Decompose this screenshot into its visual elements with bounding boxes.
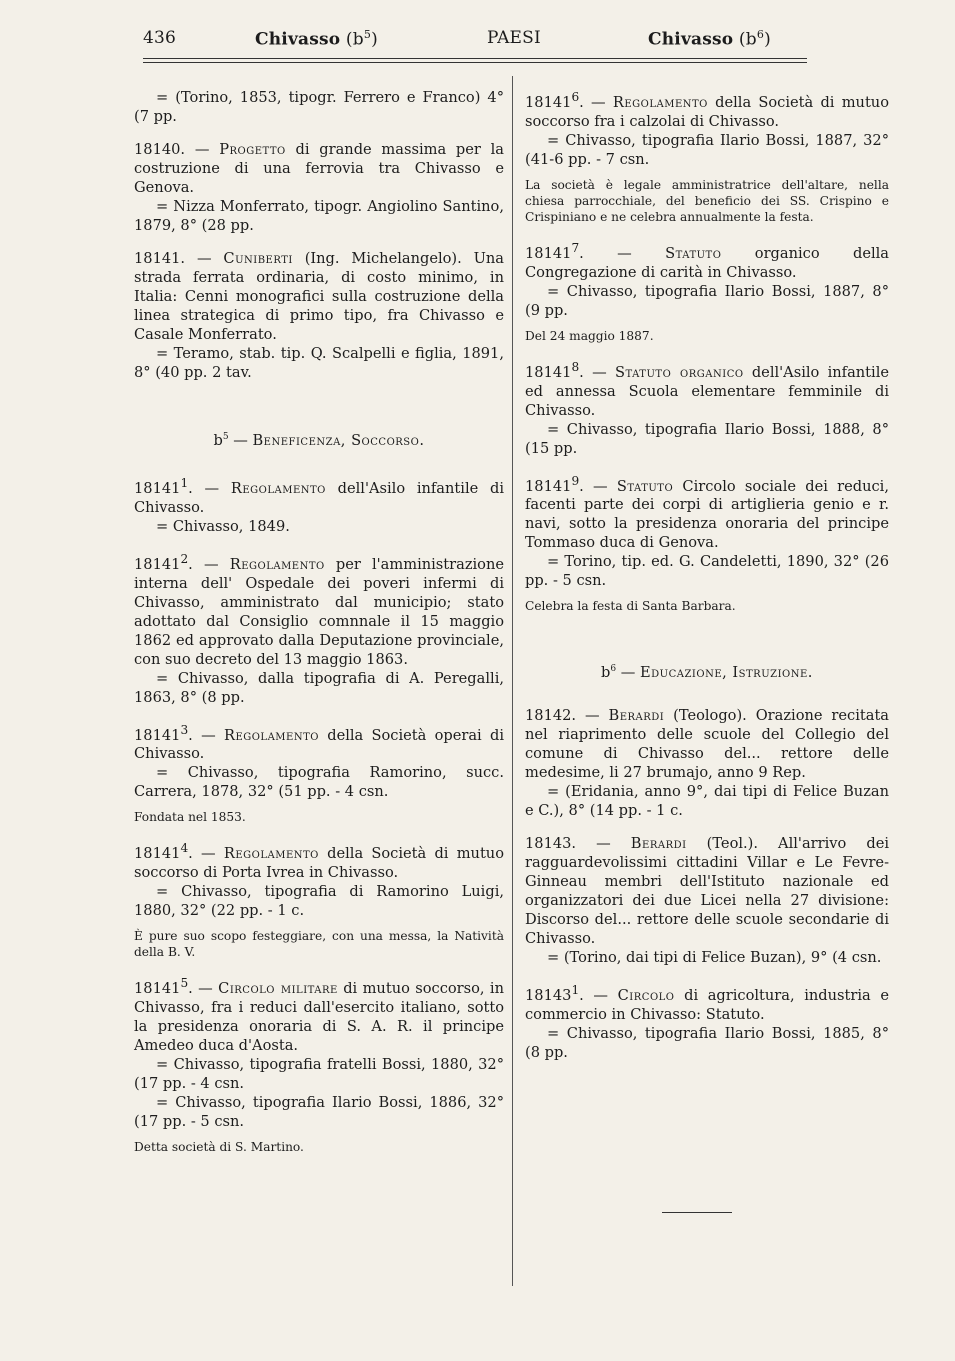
column-divider <box>512 76 513 1286</box>
imprint: = (Torino, dai tipi di Felice Buzan), 9° (4 csn. <box>547 949 882 967</box>
entry <box>134 88 504 126</box>
entry-note: La società è legale amministratrice dell'altare, nella chiesa parrocchiale, del beneficio dei SS. Crispino e Crispiniano e ne celebra annualmente la festa. <box>525 177 889 224</box>
entry-text: 18141$^8$. — Statuto organico dell'Asilo infantile ed annessa Scuola elementare femminile di Chivasso. <box>525 359 890 419</box>
imprint: = Chivasso, tipografia Ilario Bossi, 1888, 8° (15 pp. <box>525 420 889 457</box>
entry <box>525 981 889 1062</box>
entry-text: 18143. — Berardi (Teol.). All'arrivo dei ragguardevolissimi cittadini Villar e Le Fevre-Ginneau membri dell'Istituto nazionale ed organizzatori dei due Licei nella 27 divisione: Discorso del... rettore delle scuole secondarie di Chivasso. <box>525 835 889 948</box>
entry <box>134 140 504 235</box>
imprint: = Teramo, stab. tip. Q. Scalpelli e figlia, 1891, 8° (40 pp. 2 tav. <box>134 345 504 381</box>
section-heading: $b^6$ — Educazione, Istruzione. <box>601 664 813 682</box>
entry <box>134 474 504 536</box>
imprint: = Chivasso, tipografia Ilario Bossi, 1887, 8° (9 pp. <box>525 282 889 319</box>
entry-text: 18143$^1$. — Circolo di agricoltura, industria e commercio in Chivasso: Statuto. <box>525 983 889 1024</box>
running-head-center: PAESI <box>487 28 541 48</box>
header-rule <box>143 58 807 59</box>
imprint: = (Torino, 1853, tipogr. Ferrero e Franco) 4° (7 pp. <box>134 89 504 125</box>
imprint: = Chivasso, tipografia fratelli Bossi, 1880, 32° (17 pp. - 4 csn. <box>134 1056 504 1093</box>
imprint: = (Eridania, anno 9°, dai tipi di Felice Buzan e C.), 8° (14 pp. - 1 c. <box>525 783 889 820</box>
entry <box>525 88 889 169</box>
entry-text: 18141$^3$. — Regolamento della Società operai di Chivasso. <box>134 722 504 763</box>
entry-note: È pure suo scopo festeggiare, con una messa, la Natività della B. V. <box>134 929 504 960</box>
header-rule-2 <box>143 62 807 63</box>
entry <box>525 358 889 458</box>
entry <box>134 839 504 920</box>
entry-note: Fondata nel 1853. <box>134 810 246 825</box>
entry-note: Detta società di S. Martino. <box>134 1140 304 1155</box>
entry-note: Del 24 maggio 1887. <box>525 328 654 343</box>
entry <box>134 249 504 382</box>
entry-text: 18141$^9$. — Statuto Circolo sociale dei reduci, facenti parte dei corpi di artiglieria genio e r. navi, sotto la presidenza onoraria del principe Tommaso duca di Genova. <box>525 473 889 552</box>
entry-text: 18141$^6$. — Regolamento della Società di mutuo soccorso fra i calzolai di Chivasso. <box>525 90 889 130</box>
left-column <box>134 88 504 1169</box>
entry-text: 18141. — Cuniberti (Ing. Michelangelo). Una strada ferrata ordinaria, di costo minimo, in Italia: Cenni monografici sulla costruzione della linea strategica di primo tipo, fra Chivasso e Casale Monferrato. <box>134 250 504 343</box>
entry <box>525 239 889 320</box>
entry <box>134 721 504 802</box>
entry <box>134 550 504 707</box>
end-rule <box>662 1212 732 1213</box>
imprint: = Chivasso, tipografia Ilario Bossi, 1887, 32° (41-6 pp. - 7 csn. <box>525 131 889 168</box>
entry <box>134 974 504 1131</box>
page-number: 436 <box>143 28 177 48</box>
imprint: = Chivasso, tipografia di Ramorino Luigi, 1880, 32° (22 pp. - 1 c. <box>134 883 504 920</box>
entry <box>525 472 889 591</box>
imprint: = Nizza Monferrato, tipogr. Angiolino Santino, 1879, 8° (28 pp. <box>134 198 504 234</box>
entry-note: Celebra la festa di Santa Barbara. <box>525 599 736 614</box>
entry <box>525 706 889 820</box>
running-head-left: Chivasso $(b^5)$ <box>255 28 378 50</box>
entry-text: 18142. — Berardi (Teologo). Orazione recitata nel riaprimento delle scuole del Collegio del comune di Chivasso del... rettore delle medesime, li 27 brumajo, anno 9 Rep. <box>525 707 890 782</box>
entry-text: 18141$^5$. — Circolo militare di mutuo soccorso, in Chivasso, fra i reduci dall'esercito italiano, sotto la presidenza onoraria di S. A. R. il principe Amedeo duca d'Aosta. <box>134 976 504 1055</box>
entry-text: 18141$^2$. — Regolamento per l'amministrazione interna dell' Ospedale dei poveri infermi di Chivasso, amministrato dal municipio; stato adottato dal Consiglio comnnale il 15 maggio 1862 ed approvato dalla Deputazione provinciale, con suo decreto del 13 maggio 1863. <box>134 551 505 668</box>
section-heading: $b^5$ — Beneficenza, Soccorso. <box>213 431 425 449</box>
imprint: = Chivasso, tipografia Ramorino, succ. Carrera, 1878, 32° (51 pp. - 4 csn. <box>134 764 504 801</box>
imprint: = Torino, tip. ed. G. Candeletti, 1890, 32° (26 pp. - 5 csn. <box>525 553 889 590</box>
imprint: = Chivasso, tipografia Ilario Bossi, 1886, 32° (17 pp. - 5 csn. <box>134 1094 504 1131</box>
imprint: = Chivasso, 1849. <box>156 517 290 535</box>
entry-text: 18141$^4$. — Regolamento della Società di mutuo soccorso di Porta Ivrea in Chivasso. <box>134 841 504 882</box>
right-column <box>525 88 889 1076</box>
entry-text: 18141$^7$. — Statuto organico della Congregazione di carità in Chivasso. <box>525 240 890 281</box>
imprint: = Chivasso, dalla tipografia di A. Peregalli, 1863, 8° (8 pp. <box>134 669 504 706</box>
entry-text: 18140. — Progetto di grande massima per la costruzione di una ferrovia tra Chivasso e Genova. <box>134 141 504 196</box>
entry <box>525 834 889 967</box>
running-head-right: Chivasso $(b^6)$ <box>648 28 771 50</box>
imprint: = Chivasso, tipografia Ilario Bossi, 1885, 8° (8 pp. <box>525 1025 889 1062</box>
entry-text: 18141$^1$. — Regolamento dell'Asilo infantile di Chivasso. <box>134 475 504 516</box>
